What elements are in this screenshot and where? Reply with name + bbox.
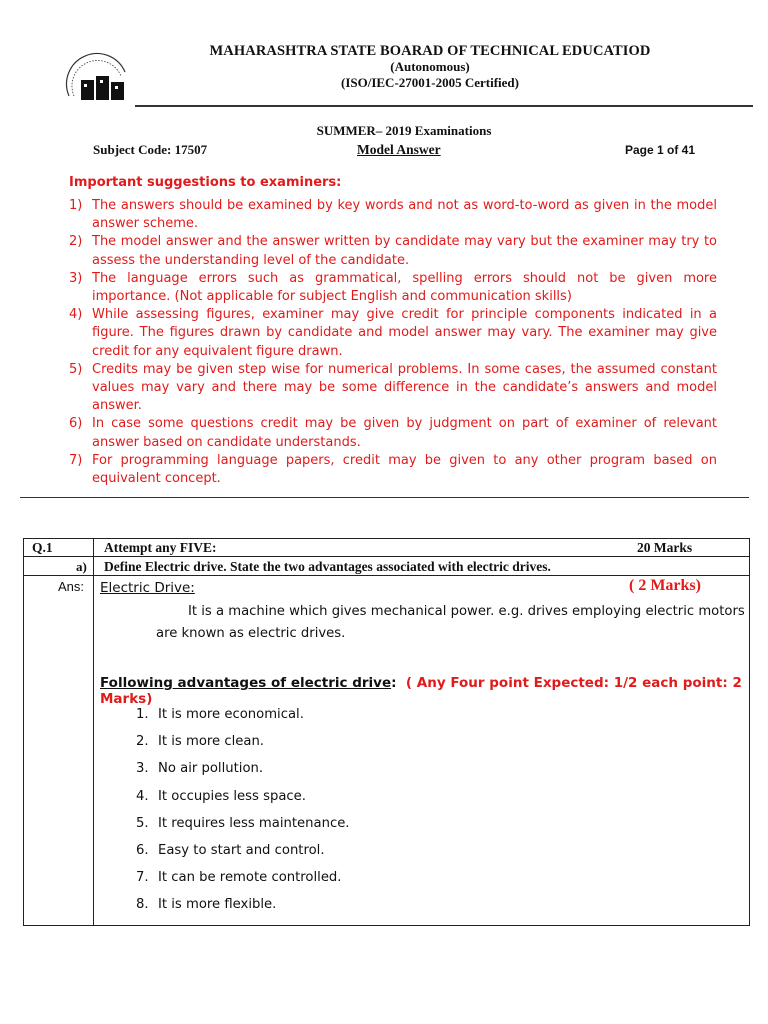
answer-marks: ( 2 Marks) (629, 577, 701, 594)
answer-body (100, 576, 749, 925)
suggestion-number: 6) (69, 416, 83, 432)
advantage-number: 4. (136, 788, 149, 804)
advantage-number: 3. (136, 761, 149, 777)
suggestion-item (69, 197, 717, 233)
suggestion-number: 2) (69, 234, 83, 250)
suggestion-item (69, 415, 717, 451)
suggestion-item (69, 306, 717, 361)
suggestion-text: For programming language papers, credit may be given to any other program based on equivalent concept. (92, 452, 717, 487)
advantage-item (136, 815, 350, 842)
answer-row (24, 576, 749, 925)
advantage-text: It can be remote controlled. (158, 870, 342, 886)
advantage-item (136, 842, 350, 869)
suggestion-number: 7) (69, 452, 83, 468)
advantage-text: It is more flexible. (158, 897, 277, 913)
advantage-item (136, 788, 350, 815)
examiner-suggestions (69, 175, 717, 488)
advantage-text: It requires less maintenance. (158, 815, 350, 831)
answer-label: Ans: (58, 579, 85, 594)
institution-name: MAHARASHTRA STATE BOARAD OF TECHNICAL EDUCATIOD (209, 43, 651, 59)
suggestion-text: The answers should be examined by key words and not as word-to-word as given in the model answer scheme. (92, 198, 717, 232)
advantage-text: Easy to start and control. (158, 842, 325, 858)
question-instruction: Attempt any FIVE: (104, 540, 217, 555)
advantage-number: 7. (136, 870, 149, 886)
advantage-text: It is more economical. (158, 707, 304, 722)
question-number: Q.1 (32, 540, 53, 555)
advantage-number: 2. (136, 734, 149, 750)
sub-question-text: Define Electric drive. State the two advantages associated with electric drives. (104, 559, 551, 574)
question-header-row (24, 539, 749, 557)
advantage-item (136, 869, 350, 896)
subject-code: Subject Code: 17507 (93, 142, 208, 157)
suggestion-number: 4) (69, 307, 83, 323)
sub-question-label-cell (24, 557, 94, 575)
suggestion-item (69, 361, 717, 416)
advantages-marks-note: ( Any Four point Expected: 1/2 each point: 2 Marks) (100, 675, 742, 707)
advantage-item (136, 896, 350, 923)
header-divider (135, 105, 753, 107)
sub-question-label: a) (76, 559, 87, 574)
advantage-item (136, 733, 350, 760)
definition-text: It is a machine which gives mechanical power. e.g. drives employing electric motors are known as electric drives. (156, 604, 745, 641)
model-answer-label: Model Answer (357, 142, 441, 157)
advantages-heading (100, 675, 749, 707)
advantage-text: It occupies less space. (158, 788, 306, 804)
answer-label-cell (24, 576, 94, 925)
suggestions-list (69, 197, 717, 488)
advantage-item (136, 706, 350, 733)
suggestion-text: In case some questions credit may be given by judgment on part of examiner of relevant answer based on candidate understands. (92, 416, 717, 450)
page-header (0, 0, 768, 108)
question-marks: 20 Marks (637, 540, 693, 555)
suggestion-text: The model answer and the answer written by candidate may vary but the examiner may try to assess the understanding level of the candidate. (92, 234, 717, 268)
advantages-list (136, 706, 350, 924)
page-number: Page 1 of 41 (625, 143, 696, 157)
suggestion-item (69, 452, 717, 488)
suggestion-number: 1) (69, 198, 83, 213)
advantage-number: 6. (136, 842, 149, 858)
advantages-title: Following advantages of electric drive (100, 675, 392, 691)
advantages-colon: : (391, 675, 397, 691)
advantage-text: No air pollution. (158, 761, 264, 777)
suggestion-text: Credits may be given step wise for numerical problems. In some cases, the assumed constant values may vary and there may be some difference in the candidate’s answers and model answer. (92, 361, 717, 414)
answer-heading: Electric Drive: (100, 580, 195, 596)
sub-question-row (24, 557, 749, 576)
suggestion-text: The language errors such as grammatical, spelling errors should not be given more importance. (Not applicable for subject English and communication skills) (92, 270, 717, 305)
suggestion-item (69, 233, 717, 269)
advantage-number: 5. (136, 815, 149, 831)
certification-label: (ISO/IEC-27001-2005 Certified) (340, 75, 519, 90)
suggestion-number: 3) (69, 270, 83, 286)
suggestion-text: While assessing figures, examiner may give credit for principle components indicated in a figure. The figures drawn by candidate and model answer may vary. The examiner may give credit for any equivalent figure drawn. (92, 307, 717, 359)
question-table (23, 538, 750, 926)
suggestion-item (69, 270, 717, 306)
suggestion-number: 5) (69, 361, 83, 377)
advantage-number: 8. (136, 897, 149, 913)
question-number-cell (24, 539, 94, 556)
advantage-text: It is more clean. (158, 734, 264, 750)
exam-title: SUMMER– 2019 Examinations (316, 123, 492, 138)
advantage-number: 1. (136, 707, 149, 722)
advantage-item (136, 760, 350, 787)
section-divider (20, 497, 749, 498)
autonomous-label: (Autonomous) (390, 59, 470, 74)
suggestions-title: Important suggestions to examiners: (69, 175, 342, 190)
